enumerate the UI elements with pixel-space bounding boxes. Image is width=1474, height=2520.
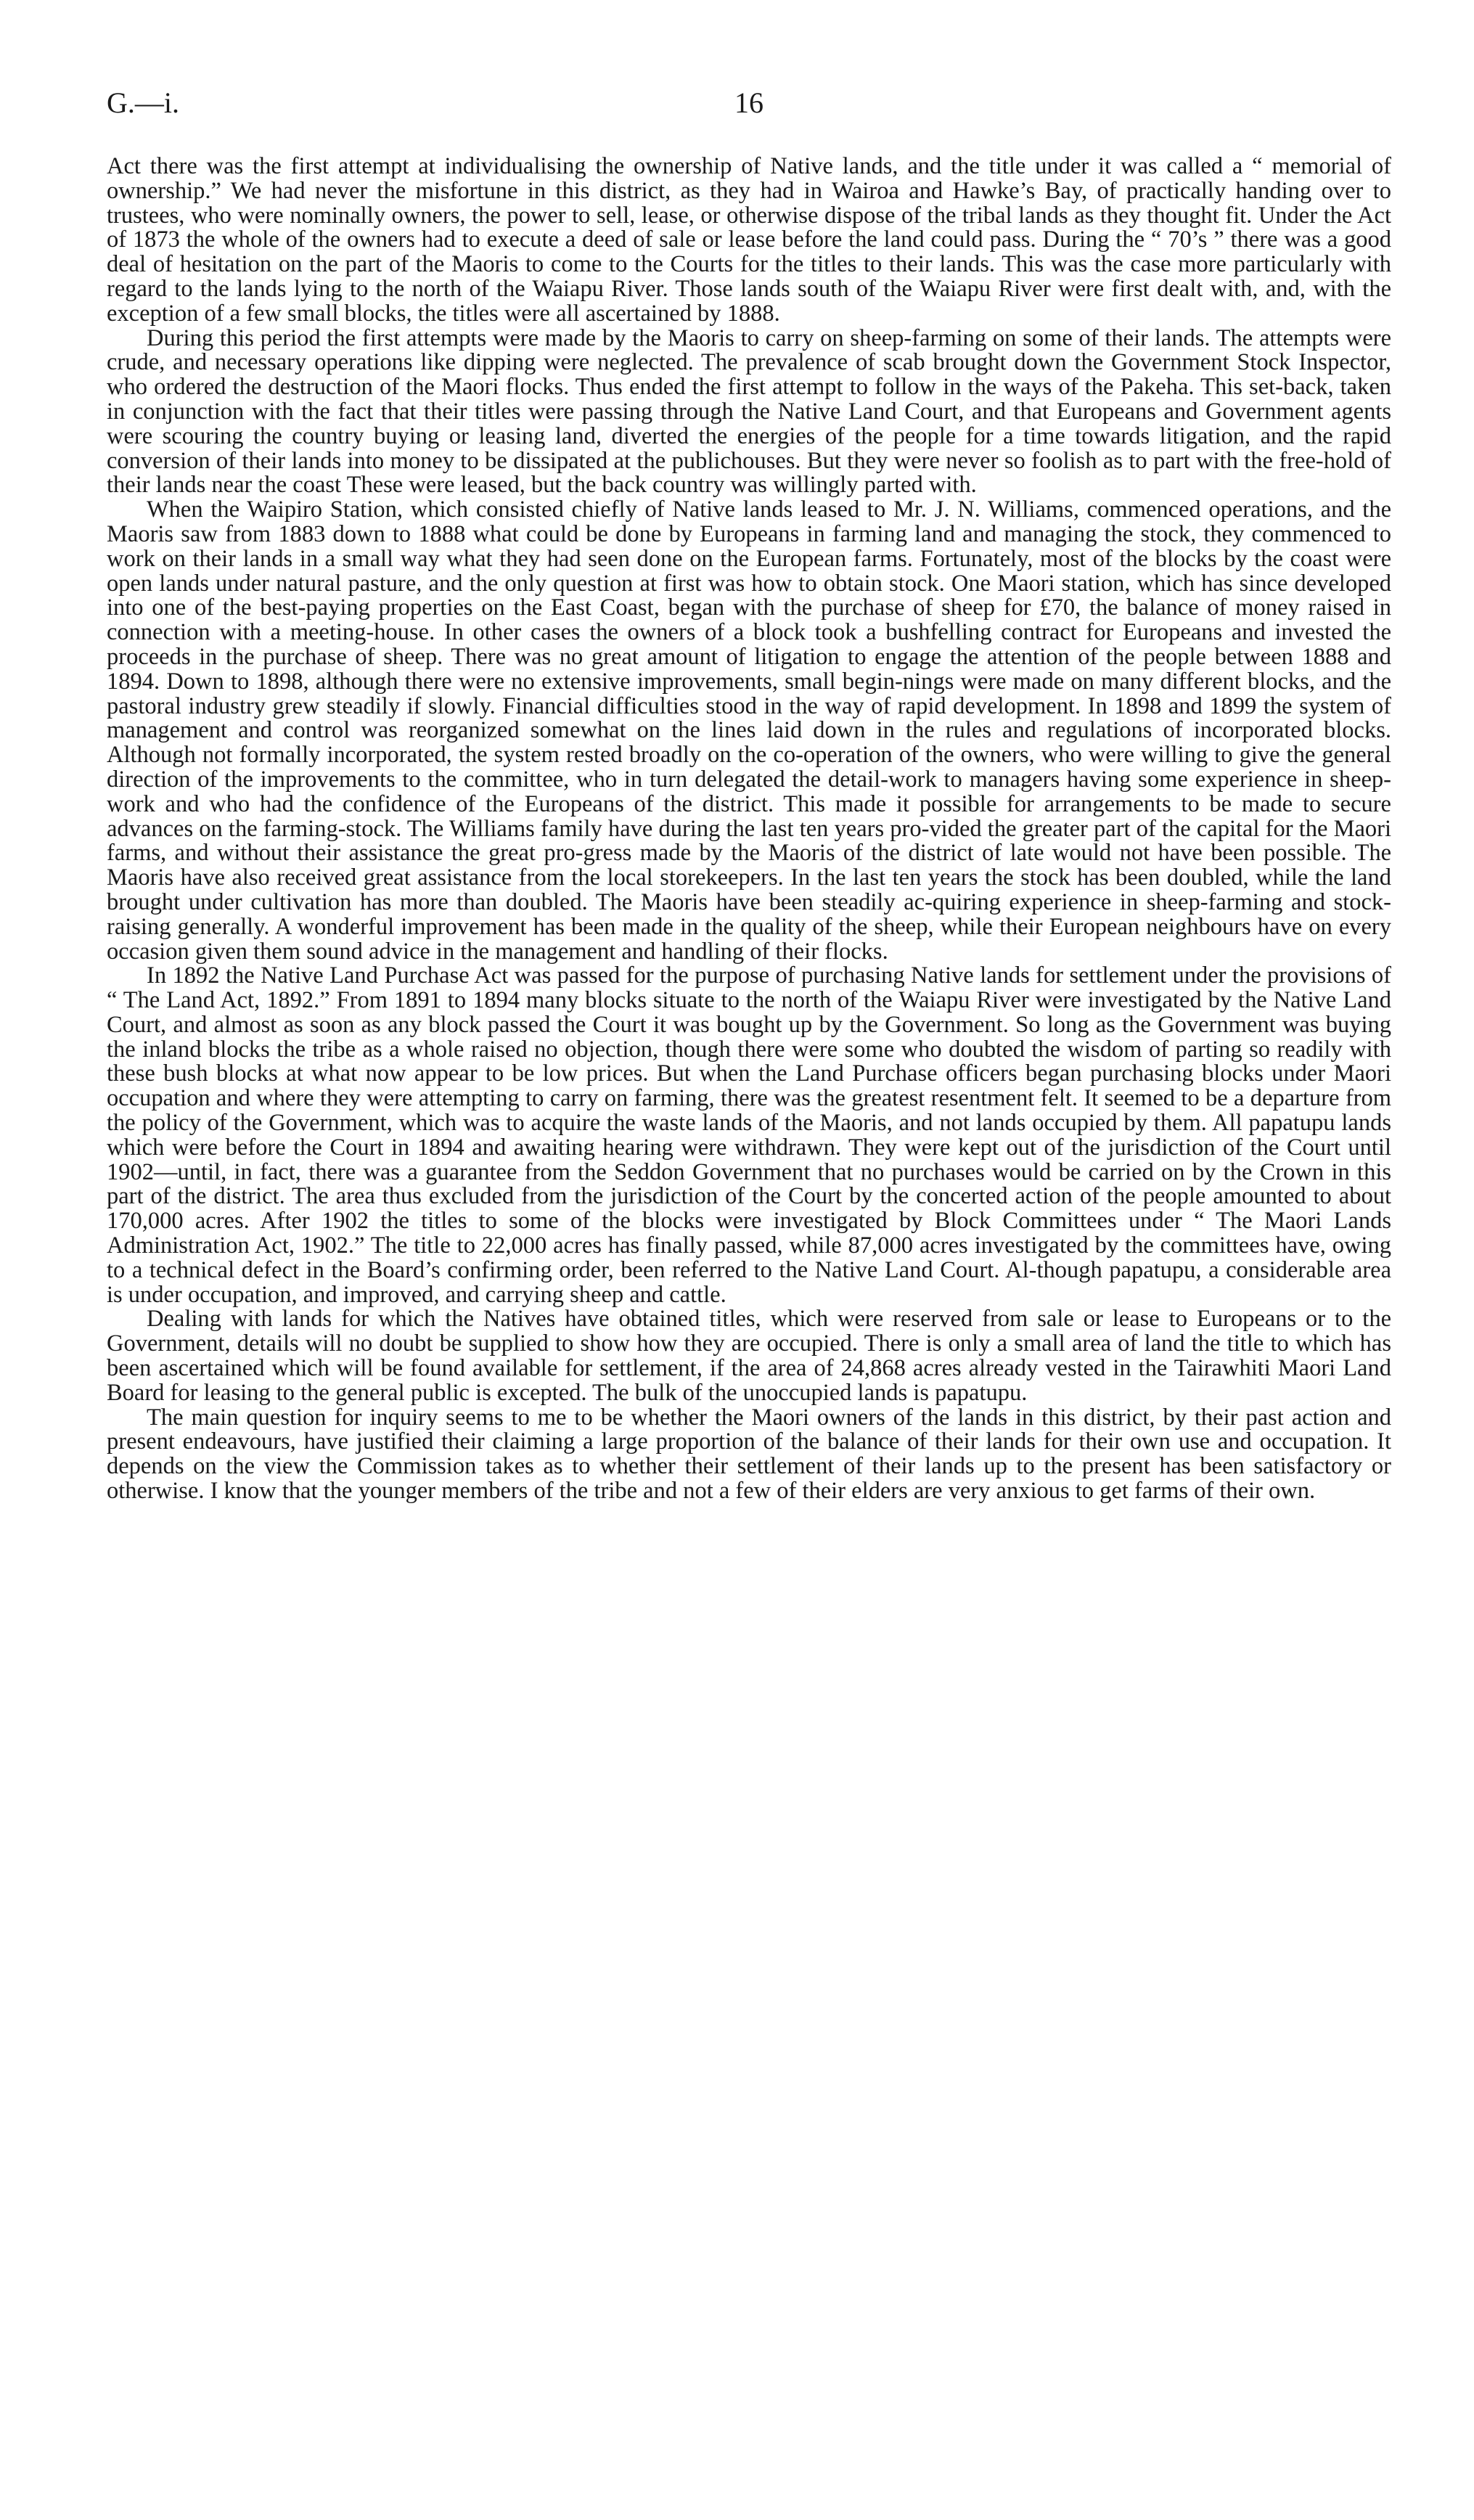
paragraph: Dealing with lands for which the Natives have obtained titles, which were reserved from sale or lease to Europeans or to the Government, details will no doubt be supplied to show how they are occupied. There is only a small area of land the title to which has been ascertained which will be found available for settlement, if the area of 24,868 acres already vested in the Tairawhiti Maori Land Board for leasing to the general public is excepted. The bulk of the unoccupied lands is papatupu. bbox=[107, 1306, 1391, 1406]
paragraph: Act there was the first attempt at individualising the ownership of Native lands, and the title under it was called a “ memorial of ownership.” We had never the misfortune in this district, as they had in Wairoa and Hawke’s Bay, of practically handing over to trustees, who were nominally owners, the power to sell, lease, or otherwise dispose of the tribal lands as they thought fit. Under the Act of 1873 the whole of the owners had to execute a deed of sale or lease before the land could pass. During the “ 70’s ” there was a good deal of hesitation on the part of the Maoris to come to the Courts for the titles to their lands. This was the case more particularly with regard to the lands lying to the north of the Waiapu River. Those lands south of the Waiapu River were first dealt with, and, with the exception of a few small blocks, the titles were all ascertained by 1888. bbox=[107, 153, 1391, 327]
paragraph: When the Waipiro Station, which consisted chiefly of Native lands leased to Mr. J. N. Williams, commenced operations, and the Maoris saw from 1883 down to 1888 what could be done by Europeans in farming land and managing the stock, they commenced to work on their lands in a small way what they had seen done on the European farms. Fortunately, most of the blocks by the coast were open lands under natural pasture, and the only question at first was how to obtain stock. One Maori station, which has since developed into one of the best-paying properties on the East Coast, began with the purchase of sheep for £70, the balance of money raised in connection with a meeting-house. In other cases the owners of a block took a bushfelling contract for Europeans and invested the proceeds in the purchase of sheep. There was no great amount of litigation to engage the attention of the people between 1888 and 1894. Down to 1898, although there were no extensive improvements, small begin-nings were made on many different blocks, and the pastoral industry grew steadily if slowly. Financial difficulties stood in the way of rapid development. In 1898 and 1899 the system of management and control was reorganized somewhat on the lines laid down in the rules and regulations of incorporated blocks. Although not formally incorporated, the system rested broadly on the co-operation of the owners, who were willing to give the general direction of the improvements to the committee, who in turn delegated the detail-work to managers having some experience in sheep-work and who had the confidence of the Europeans of the district. This made it possible for arrangements to be made to secure advances on the farming-stock. The Williams family have during the last ten years pro-vided the greater part of the capital for the Maori farms, and without their assistance the great pro-gress made by the Maoris of the district of late would not have been possible. The Maoris have also received great assistance from the local storekeepers. In the last ten years the stock has been doubled, while the land brought under cultivation has more than doubled. The Maoris have been steadily ac-quiring experience in sheep-farming and stock-raising generally. A wonderful improvement has been made in the quality of the sheep, while their European neighbours have on every occasion given them sound advice in the management and handling of their flocks. bbox=[107, 496, 1391, 965]
page-number: 16 bbox=[734, 86, 763, 119]
paragraph: In 1892 the Native Land Purchase Act was passed for the purpose of purchasing Native lands for settlement under the provisions of “ The Land Act, 1892.” From 1891 to 1894 many blocks situate to the north of the Waiapu River were investigated by the Native Land Court, and almost as soon as any block passed the Court it was bought up by the Government. So long as the Government was buying the inland blocks the tribe as a whole raised no objection, though there were some who doubted the wisdom of parting so readily with these bush blocks at what now appear to be low prices. But when the Land Purchase officers began purchasing blocks under Maori occupation and where they were attempting to carry on farming, there was the greatest resentment felt. It seemed to be a departure from the policy of the Government, which was to acquire the waste lands of the Maoris, and not lands occupied by them. All papatupu lands which were before the Court in 1894 and awaiting hearing were withdrawn. They were kept out of the jurisdiction of the Court until 1902—until, in fact, there was a guarantee from the Seddon Government that no purchases would be carried on by the Crown in this part of the district. The area thus excluded from the jurisdiction of the Court by the concerted action of the people amounted to about 170,000 acres. After 1902 the titles to some of the blocks were investigated by Block Committees under “ The Maori Lands Administration Act, 1902.” The title to 22,000 acres has finally passed, while 87,000 acres investigated by the committees have, owing to a technical defect in the Board’s confirming order, been referred to the Native Land Court. Al-though papatupu, a considerable area is under occupation, and improved, and carrying sheep and cattle. bbox=[107, 962, 1391, 1308]
paragraph: During this period the first attempts were made by the Maoris to carry on sheep-farming on some of their lands. The attempts were crude, and necessary operations like dipping were neglected. The prevalence of scab brought down the Government Stock Inspector, who ordered the destruction of the Maori flocks. Thus ended the first attempt to follow in the ways of the Pakeha. This set-back, taken in conjunction with the fact that their titles were passing through the Native Land Court, and that Europeans and Government agents were scouring the country buying or leasing land, diverted the energies of the people for a time towards litigation, and the rapid conversion of their lands into money to be dissipated at the publichouses. But they were never so foolish as to part with the free-hold of their lands near the coast These were leased, but the back country was willingly parted with. bbox=[107, 324, 1391, 499]
page-header bbox=[107, 81, 1391, 125]
document-code: G.—i. bbox=[107, 86, 179, 119]
paragraph: The main question for inquiry seems to me to be whether the Maori owners of the lands in this district, by their past action and present endeavours, have justified their claiming a large proportion of the balance of their lands for their own use and occupation. It depends on the view the Commission takes as to whether their settlement of their lands up to the present has been satisfactory or otherwise. I know that the younger members of the tribe and not a few of their elders are very anxious to get farms of their own. bbox=[107, 1404, 1391, 1505]
body-text bbox=[107, 155, 1391, 1504]
